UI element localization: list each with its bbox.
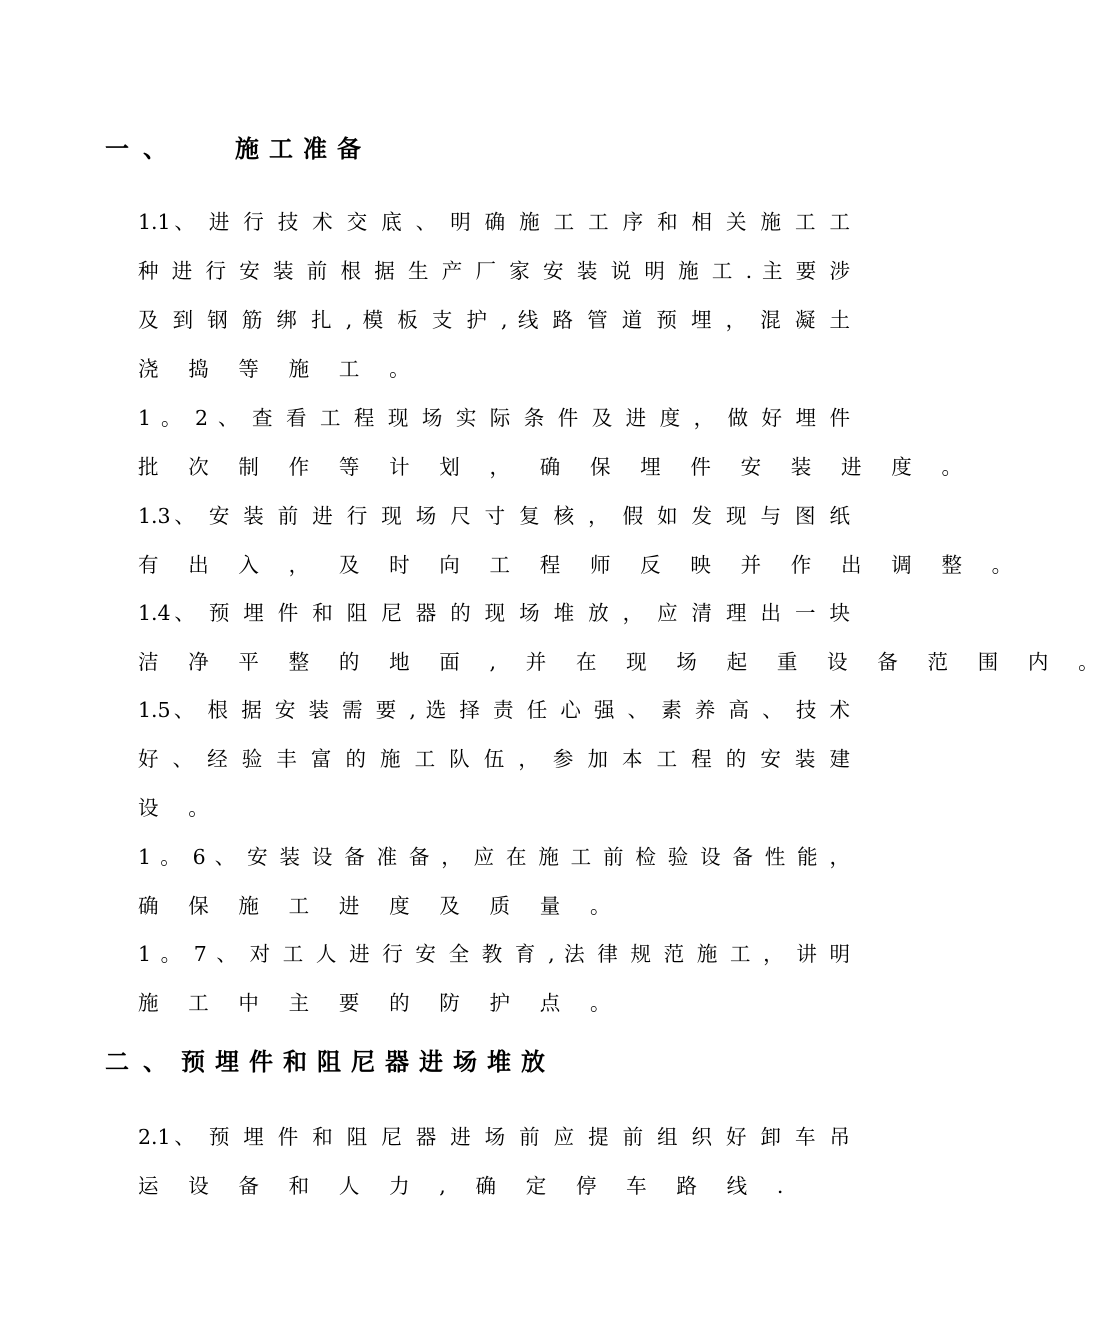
section-heading-1 [105,134,371,164]
paragraph-line: 批 次 制 作 等 计 划 ， 确 保 埋 件 安 装 进 度 。 [138,455,974,479]
paragraph-line: 确 保 施 工 进 度 及 质 量 。 [138,894,623,918]
paragraph-line: 1.3、 安 装 前 进 行 现 场 尺 寸 复 核 ， 假 如 发 现 与 图 纸 [138,504,850,528]
paragraph-line: 有 出 入 ， 及 时 向 工 程 师 反 映 并 作 出 调 整 。 [138,553,1024,577]
section-heading-2 [105,1047,555,1077]
section-number: 二、 [105,1047,181,1076]
paragraph-line: 2.1、 预 埋 件 和 阻 尼 器 进 场 前 应 提 前 组 织 好 卸 车 吊 [138,1125,850,1149]
paragraph-line: 设 。 [138,796,221,820]
paragraph-1-3 [138,492,1024,590]
paragraph-1-7 [138,930,850,1028]
paragraph-line: 运 设 备 和 人 力 , 确 定 停 车 路 线 . [138,1174,795,1198]
paragraph-2-1 [138,1113,850,1211]
section-title: 预埋件和阻尼器进场堆放 [181,1047,555,1076]
paragraph-line: 种 进 行 安 装 前 根 据 生 产 厂 家 安 装 说 明 施 工 . 主 要 涉 [138,259,850,283]
paragraph-line: 好 、 经 验 丰 富 的 施 工 队 伍 ， 参 加 本 工 程 的 安 装 建 [138,747,850,771]
paragraph-1-4 [138,589,1110,687]
paragraph-line: 及 到 钢 筋 绑 扎 , 模 板 支 护 , 线 路 管 道 预 埋 ， 混 凝 土 [138,308,850,332]
paragraph-line: 1 。 2 、 查 看 工 程 现 场 实 际 条 件 及 进 度 ， 做 好 埋 件 [138,406,850,430]
paragraph-1-1 [138,198,850,394]
paragraph-line: 1.5、 根 据 安 装 需 要 , 选 择 责 任 心 强 、 素 养 高 、 技 术 [138,698,850,722]
section-title: 施工准备 [235,134,371,163]
paragraph-line: 浇 捣 等 施 工 。 [138,357,422,381]
paragraph-line: 1.1、 进 行 技 术 交 底 、 明 确 施 工 工 序 和 相 关 施 工 工 [138,210,850,234]
paragraph-line: 1.4、 预 埋 件 和 阻 尼 器 的 现 场 堆 放 ， 应 清 理 出 一 块 [138,601,850,625]
paragraph-line: 施 工 中 主 要 的 防 护 点 。 [138,991,623,1015]
paragraph-1-5 [138,686,850,833]
paragraph-line: 1 。 7 、 对 工 人 进 行 安 全 教 育 , 法 律 规 范 施 工 ， 讲 明 [138,942,850,966]
paragraph-1-6 [138,833,850,931]
paragraph-line: 1 。 6 、 安 装 设 备 准 备 ， 应 在 施 工 前 检 验 设 备 性 能 ， [138,845,850,869]
section-number: 一、 [105,134,181,163]
paragraph-1-2 [138,394,974,492]
paragraph-line: 洁 净 平 整 的 地 面 , 并 在 现 场 起 重 设 备 范 围 内 。 [138,650,1110,674]
